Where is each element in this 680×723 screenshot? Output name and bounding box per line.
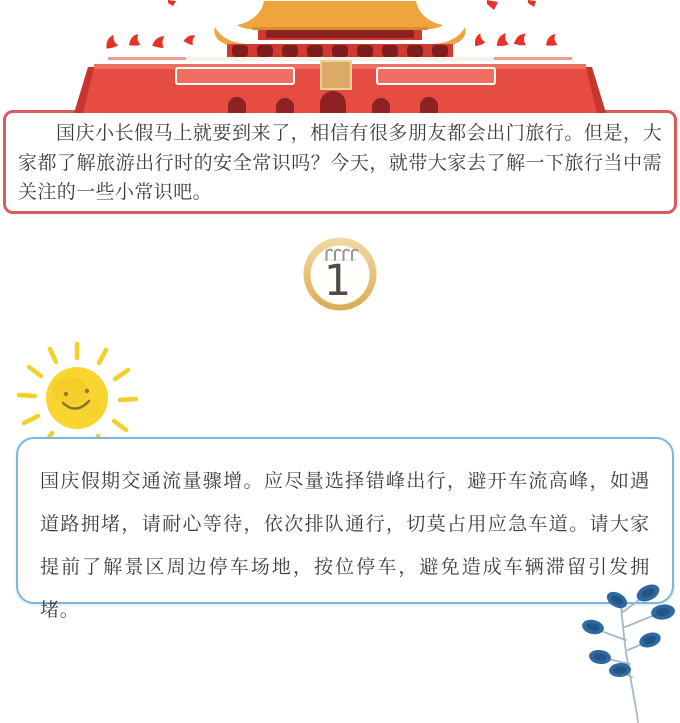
- intro-text: 国庆小长假马上就要到来了，相信有很多朋友都会出门旅行。但是，大家都了解旅游出行时的安全常识吗？今天，就带大家去了解一下旅行当中需关注的一些小常识吧。: [18, 122, 662, 203]
- flag-icons-right: [472, 32, 557, 46]
- flag-icons-left: [104, 32, 197, 49]
- gate-wall: [74, 57, 606, 113]
- tip-text: 国庆假期交通流量骤增。应尽量选择错峰出行，避开车流高峰，如遇道路拥堵，请耐心等待，依次排队通行，切莫占用应急车道。请大家提前了解景区周边停车场地，按位停车，避免造成车辆滞留引发拥堵。: [40, 470, 650, 621]
- tip-text-box: [16, 437, 674, 621]
- gate-tower: [214, 1, 465, 58]
- tiananmen-gate-illustration: [0, 0, 680, 115]
- plant-icon: [574, 582, 680, 723]
- portrait-panel: [321, 61, 351, 89]
- section-1-badge: [301, 236, 379, 312]
- calendar-day-number: 1: [323, 256, 352, 306]
- wall-plaque-right: [377, 68, 495, 84]
- intro-text-box: [3, 110, 677, 214]
- wall-plaque-left: [176, 68, 294, 84]
